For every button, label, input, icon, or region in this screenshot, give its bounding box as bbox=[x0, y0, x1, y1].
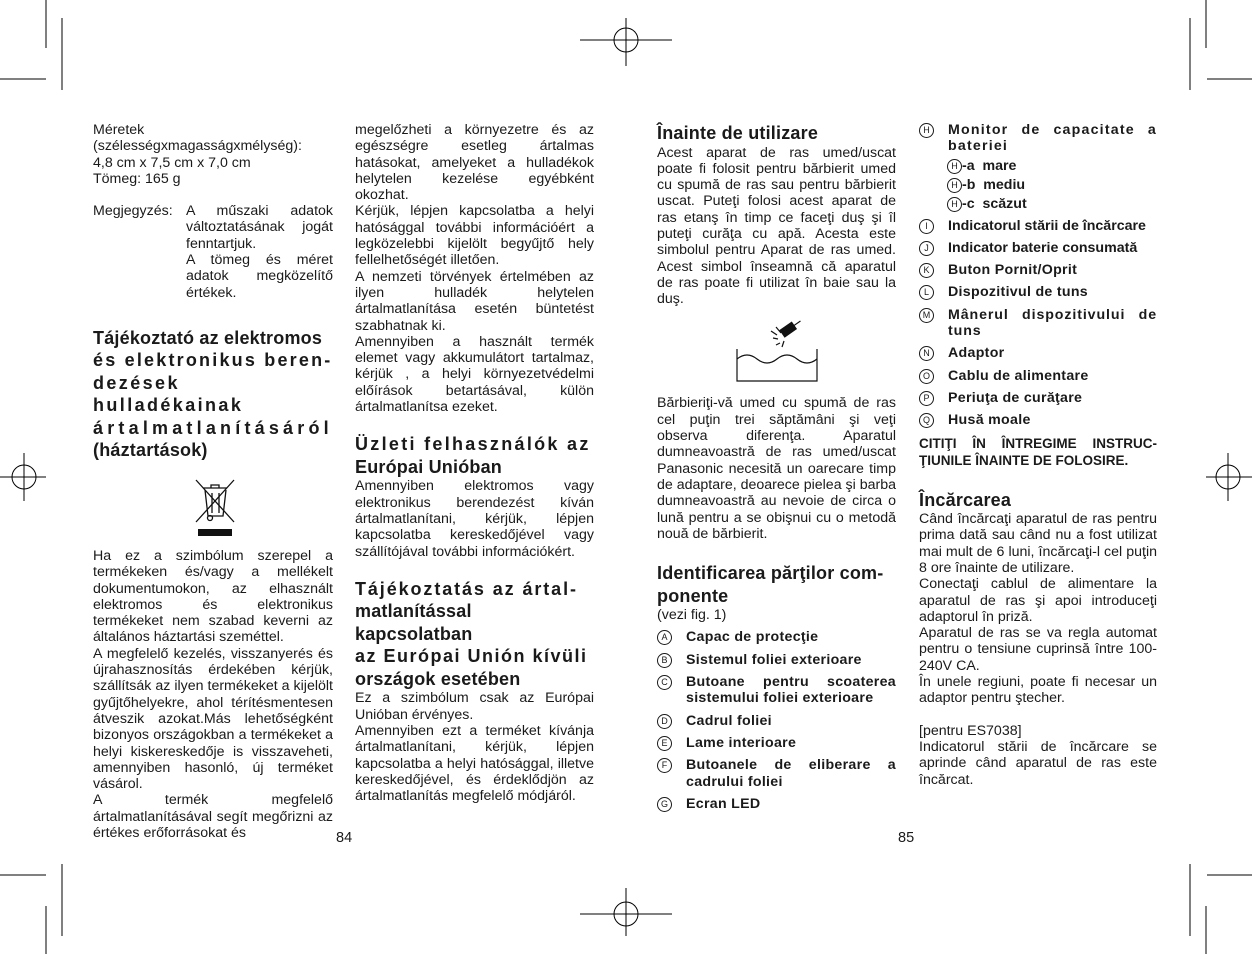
part-item bbox=[919, 122, 1157, 155]
part-marker: L bbox=[919, 285, 934, 300]
part-label: Indicator baterie consumată bbox=[948, 239, 1138, 256]
note-label: Megjegyzés: bbox=[93, 203, 173, 220]
col2-body-3: A nemzeti törvények értelmében az ilyen hulladék helytelen ártalmatlanítása esetén büntetést szabhatnak ki. bbox=[355, 268, 594, 334]
note-body bbox=[186, 203, 333, 301]
battery-sub-levels bbox=[947, 157, 1157, 214]
part-item bbox=[919, 412, 1157, 428]
part-marker: D bbox=[657, 714, 672, 729]
battery-level-item: H -a mare bbox=[947, 157, 1157, 176]
part-item bbox=[919, 240, 1157, 256]
charging-body-2: Conectaţi cablul de alimentare la aparatul de ras şi apoi introduceţi adaptorul în priză. bbox=[919, 576, 1157, 625]
battery-level-item: H -b mediu bbox=[947, 176, 1157, 195]
part-marker: H bbox=[947, 178, 962, 193]
weight: Tömeg: 165 g bbox=[93, 170, 181, 187]
heading-outside-eu: Tájékoztatás az ártal- matlanítással kapcsolatban az Európai Unión kívüli országok esetében bbox=[355, 578, 588, 689]
part-marker: G bbox=[657, 797, 672, 812]
col2-body-2: Kérjük, lépjen kapcsolatba a helyi hatósággal további információért a legközelebbi kijelölt begyűjtő hely fellelhetőségét illetően. bbox=[355, 203, 594, 269]
part-item bbox=[657, 629, 896, 645]
heading-parts: Identificarea părţilor com- ponente bbox=[657, 563, 884, 606]
page-number-right: 85 bbox=[898, 830, 915, 846]
shave-body: Bărbieriţi-vă umed cu spumă de ras cel puţin trei săptămâni şi veţi observa diferenţa. Aparatul dumneavoastră de ras umed/uscat Panasonic necesită un oarecare timp de adaptare, deoarece pielea şi barba dumneavoastră au nevoie de circa o lună pentru a se obişnui cu o metodă nouă de bărbierit. bbox=[657, 395, 896, 542]
read-instructions-warning: CITIŢI ÎN ÎNTREGIME INSTRUC-ŢIUNILE ÎNAINTE DE FOLOSIRE. bbox=[919, 435, 1157, 468]
battery-level-item: H -c scăzut bbox=[947, 195, 1157, 214]
part-marker: A bbox=[657, 630, 672, 645]
heading-before-use: Înainte de utilizare bbox=[657, 123, 819, 143]
business-body: Amennyiben elektromos vagy elektronikus berendezést kíván ártalmatlanítani, kérjük, lépjen kapcsolatba kereskedőjével vagy szállítójával további információkért. bbox=[355, 478, 594, 560]
col2-body-4: Amennyiben a használt termék elemet vagy akkumulátort tartalmaz, kérjük , a helyi környezetvédelmi előírások betartásával, külön ártalmatlanítsa ezeket. bbox=[355, 333, 594, 416]
outside-body-1: Ez a szimbólum csak az Európai Unióban érvényes. bbox=[355, 690, 594, 723]
part-marker: K bbox=[919, 263, 934, 278]
part-label: Monitor de capacitate a bateriei bbox=[948, 122, 1157, 155]
part-marker: F bbox=[657, 758, 672, 773]
heading-charging: Încărcarea bbox=[919, 489, 1012, 510]
part-marker: E bbox=[657, 736, 672, 751]
part-label: Indicatorul stării de încărcare bbox=[948, 217, 1146, 234]
part-label: Lame interioare bbox=[686, 734, 797, 751]
right-page-column-2 bbox=[919, 122, 1157, 788]
part-marker: N bbox=[919, 346, 934, 361]
model-ref: [pentru ES7038] bbox=[919, 722, 1022, 739]
part-label: Sistemul foliei exterioare bbox=[686, 651, 862, 668]
part-item bbox=[657, 652, 896, 668]
part-marker: H bbox=[947, 159, 962, 174]
parts-list-a bbox=[657, 629, 896, 812]
note-line-1: A műszaki adatok változtatásának jogát fenntartjuk. bbox=[186, 203, 333, 252]
before-use-body: Acest aparat de ras umed/uscat poate fi folosit pentru bărbierit umed cu spumă de ras sau pentru bărbierit uscat. Puteţi folosi acest aparat de ras etanş în timp ce faceţi duş şi îl puteţi curăţa cu apă. Acesta este simbolul pentru Aparat de ras umed. Acest simbol înseamnă că aparatul de ras poate fi utilizat în baie sau la duş. bbox=[657, 144, 896, 308]
parts-ref: (vezi fig. 1) bbox=[657, 607, 727, 624]
part-label: Cadrul foliei bbox=[686, 712, 772, 729]
left-page-column-1 bbox=[93, 122, 333, 841]
part-marker: P bbox=[919, 391, 934, 406]
charging-body-3: Aparatul de ras se va regla automat pentru o tensiune cuprinsă între 100-240V CA. bbox=[919, 625, 1157, 674]
part-label: Butoanele de eliberare a cadrului foliei bbox=[686, 757, 896, 790]
part-marker: M bbox=[919, 308, 934, 323]
part-item bbox=[657, 713, 896, 729]
note-line-2: A tömeg és méret adatok megközelítő értékek. bbox=[186, 252, 333, 301]
crossed-out-bin-icon bbox=[193, 476, 237, 538]
part-label: Buton Pornit/Oprit bbox=[948, 262, 1078, 279]
part-label: Husă moale bbox=[948, 412, 1031, 429]
indicator-body: Indicatorul stării de încărcare se aprinde când aparatul de ras este încărcat. bbox=[919, 738, 1157, 788]
part-label: Cablu de alimentare bbox=[948, 367, 1089, 384]
part-marker: I bbox=[919, 219, 934, 234]
part-marker: B bbox=[657, 653, 672, 668]
part-item bbox=[657, 796, 896, 812]
part-marker: J bbox=[919, 241, 934, 256]
part-marker: H bbox=[947, 197, 962, 212]
right-page-column-1 bbox=[657, 122, 896, 818]
part-label: Dispozitivul de tuns bbox=[948, 284, 1088, 301]
shower-bath-icon bbox=[735, 319, 819, 383]
heading-household-disposal: Tájékoztató az elektromos és elektronikus beren- dezések hulladékainak ártalmatlanításáról (háztartások) bbox=[93, 327, 333, 461]
part-label: Adaptor bbox=[948, 345, 1005, 362]
charging-body-4: În unele regiuni, poate fi necesar un adaptor pentru ştecher. bbox=[919, 674, 1157, 707]
dimensions-title: Méretek bbox=[93, 122, 145, 138]
part-item bbox=[919, 307, 1157, 340]
part-marker: H bbox=[919, 123, 934, 138]
part-item bbox=[657, 735, 896, 751]
part-item bbox=[657, 674, 896, 707]
part-item bbox=[657, 757, 896, 790]
page-number-left: 84 bbox=[336, 830, 353, 846]
household-body-1: Ha ez a szimbólum szerepel a termékeken és/vagy a mellékelt dokumentumokon, az elhasznált elektromos és elektronikus termékeket nem szabad keverni az általános háztartási szeméttel. bbox=[93, 547, 333, 646]
col2-body-1: megelőzheti a környezetre és az egészségre esetleg ártalmas hatásokat, amelyeket a hulladékok helytelen kezelése egyébként okozhat. bbox=[355, 122, 594, 204]
part-item bbox=[919, 345, 1157, 361]
part-item bbox=[919, 284, 1157, 300]
charging-body-1: Când încărcaţi aparatul de ras pentru prima dată sau când nu a fost utilizat mai mult de 6 luni, încărcaţi-l cel puţin 8 ore înainte de utilizare. bbox=[919, 511, 1157, 576]
part-item bbox=[919, 390, 1157, 406]
parts-list-b bbox=[919, 122, 1157, 429]
household-body-3: A termék megfelelő ártalmatlanításával segít megőrizni az értékes erőforrásokat és bbox=[93, 792, 333, 842]
heading-business-users: Üzleti felhasználók az Európai Unióban bbox=[355, 434, 591, 477]
household-body-2: A megfelelő kezelés, visszanyerés és újrahasznosítás érdekében kérjük, szállítsák az ilyen termékeket a kijelölt gyűjtőhelyekre, ahol térítésmentesen átveszik azokat.Más lehetőségként bizonyos országokban a termékeket a helyi kiskereskedője is visszaveheti, amennyiben hasonló, új terméket vásárol. bbox=[93, 645, 333, 793]
dimensions-axes: (szélességxmagasságxmélység): bbox=[93, 138, 302, 155]
specs-note bbox=[93, 203, 333, 301]
part-label: Butoane pentru scoaterea sistemului foliei exterioare bbox=[686, 674, 896, 707]
left-page-column-2 bbox=[355, 122, 594, 804]
part-label: Capac de protecţie bbox=[686, 629, 819, 646]
part-label: Ecran LED bbox=[686, 795, 761, 812]
part-item bbox=[919, 368, 1157, 384]
part-label: Mânerul dispozitivului de tuns bbox=[948, 306, 1157, 340]
part-marker: C bbox=[657, 675, 672, 690]
part-item bbox=[919, 218, 1157, 234]
part-label: Periuţa de curăţare bbox=[948, 389, 1083, 406]
part-marker: Q bbox=[919, 413, 934, 428]
outside-body-2: Amennyiben ezt a terméket kívánja ártalmatlanítani, kérjük, lépjen kapcsolatba a helyi hatósággal, illetve kereskedőjével, és érdeklődjön az ártalmatlanítás megfelelő módjáról. bbox=[355, 722, 594, 805]
part-marker: O bbox=[919, 369, 934, 384]
part-item bbox=[919, 262, 1157, 278]
dimensions-value: 4,8 cm x 7,5 cm x 7,0 cm bbox=[93, 154, 251, 171]
